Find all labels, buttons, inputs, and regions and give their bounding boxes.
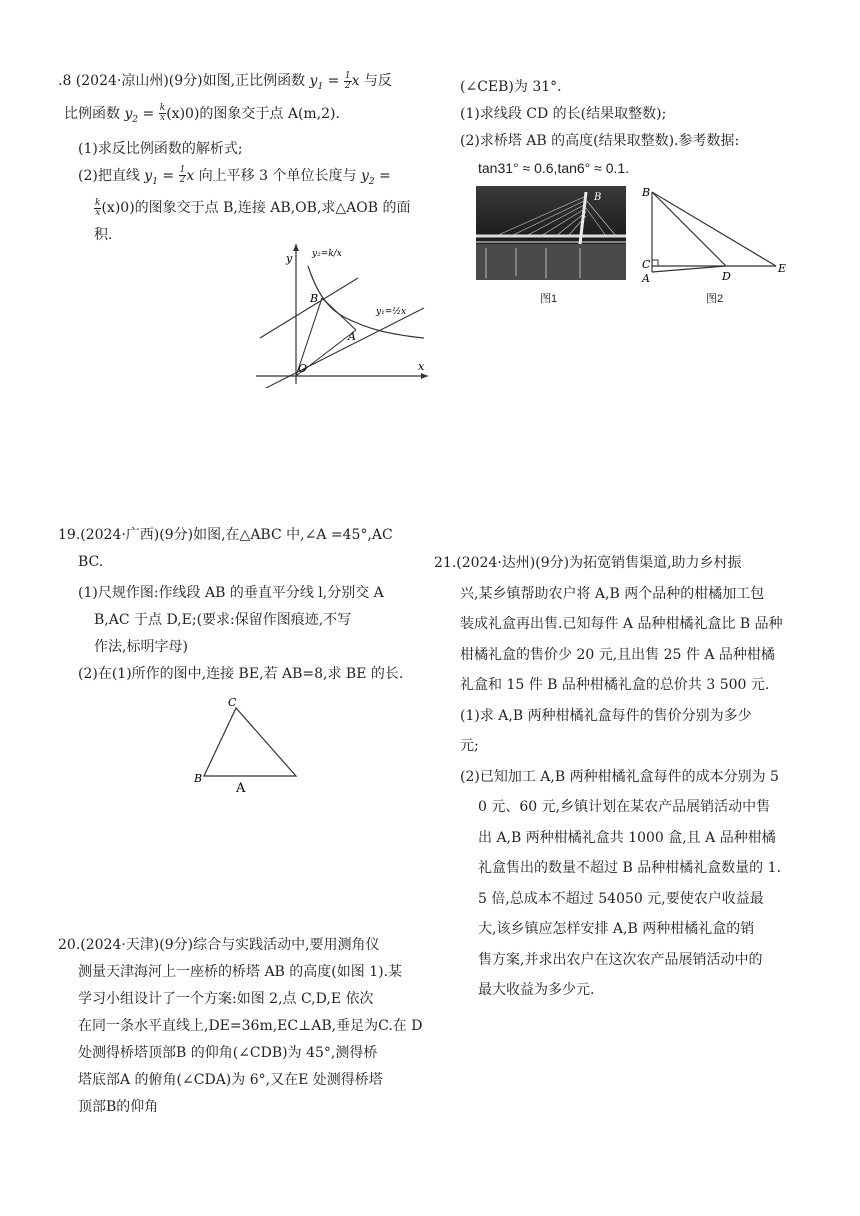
x-var: x (351, 73, 360, 89)
fraction-half: $\frac{1}{2}$ (344, 70, 351, 91)
x-label: x (418, 360, 425, 373)
question-20-continued (460, 74, 820, 182)
x-var: x (186, 167, 195, 184)
q18-line-2 (58, 101, 438, 134)
q21-line-5: 礼盒和 15 件 B 品种柑橘礼盒的总价共 3 500 元. (460, 677, 770, 693)
vertex-a-label: A (236, 781, 246, 796)
equals: = (374, 167, 391, 184)
q18-part-2 (58, 163, 438, 196)
q21-part-1-end: 元; (460, 738, 479, 754)
question-20 (58, 932, 448, 1121)
shifted-line (260, 278, 358, 338)
q21-line-4: 柑橘礼盒的售价少 20 元,且出售 25 件 A 品种柑橘 (460, 646, 775, 663)
q19-part-1-cont: B,AC 于点 D,E;(要求:保留作图痕迹,不写 (94, 612, 352, 628)
q18-part-1: (1)求反比例函数的解析式; (78, 140, 243, 157)
q21-part-2: (2)已知加工 A,B 两种柑橘礼盒每件的成本分别为 5 (460, 768, 779, 785)
q20-line-4: 在同一条水平直线上,DE=36m,EC⊥AB,垂足为C.在 D (78, 1018, 423, 1034)
origin-label: O (298, 362, 308, 375)
q19-line-1: 19.(2024·广西)(9分)如图,在△ABC 中,∠A =45°,AC (58, 527, 393, 543)
line-label: y₁=½x (376, 307, 407, 317)
q18-function-graph (246, 238, 432, 388)
equals: = (138, 105, 159, 122)
fraction-k-over-x: $\frac{k}{x}$ (159, 103, 166, 124)
q20-line-3: 学习小组设计了一个方案:如图 2,点 C,D,E 依次 (78, 991, 374, 1007)
q18-part-2-cont (58, 195, 438, 222)
q21-part-2-l4: 礼盒售出的数量不超过 B 品种柑橘礼盒数量的 1. (478, 860, 781, 876)
y1-symbol: $y_1$ (144, 167, 158, 187)
q19-part-1-end: 作法,标明字母) (94, 639, 188, 655)
hyperbola-curve (308, 266, 424, 338)
q18-text: 向上平移 3 个单位长度与 (198, 167, 357, 184)
triangle-abc (204, 708, 296, 776)
y2-symbol: $y_2$ (124, 105, 139, 125)
q21-line-1: 21.(2024·达州)(9分)为拓宽销售渠道,助力乡村振 (434, 555, 742, 571)
equals: = (157, 167, 179, 184)
y-axis-arrow (293, 244, 299, 251)
q18-text: (x)0)的图象交于点 B,连接 AB,OB,求△AOB 的面 (101, 200, 411, 217)
q20-line-2: 测量天津海河上一座桥的桥塔 AB 的高度(如图 1).某 (78, 964, 403, 980)
x-axis-arrow (421, 373, 428, 379)
point-b-label: B (642, 186, 651, 199)
q20-line-5: 处测得桥塔顶部B 的仰角(∠CDB)为 45°,测得桥 (78, 1045, 378, 1061)
q19-part-2: (2)在(1)所作的图中,连接 BE,若 AB=8,求 BE 的长. (78, 666, 404, 682)
y-label: y (286, 252, 293, 265)
question-18 (58, 68, 438, 249)
q18-text: .8 (2024·凉山州)(9分)如图,正比例函数 (58, 73, 306, 89)
right-angle-mark (652, 260, 658, 266)
fraction-half: $\frac{1}{2}$ (179, 165, 186, 186)
point-b-label: B (310, 292, 319, 305)
point-e-label: E (778, 262, 787, 275)
q19-line-2: BC. (78, 554, 104, 570)
vertex-b-label: B (194, 772, 203, 785)
q21-part-2-l7: 售方案,并求出农户在这次农产品展销活动中的 (478, 951, 763, 968)
q21-line-2: 兴,某乡镇帮助农户将 A,B 两个品种的柑橘加工包 (460, 585, 765, 602)
y1-symbol: $y_1$ (309, 73, 324, 92)
q18-text: (x)0)的图象交于点 A(m,2). (166, 105, 340, 122)
point-a-label: A (642, 272, 650, 284)
q20-line-6: 塔底部A 的俯角(∠CDA)为 6°,又在E 处测得桥塔 (78, 1072, 383, 1088)
q18-line-1 (58, 68, 438, 101)
segment-ab (322, 298, 356, 330)
q21-line-3: 装成礼盒再出售.已知每件 A 品种柑橘礼盒比 B 品种 (460, 616, 783, 632)
point-d-label: D (722, 270, 731, 283)
bridge-photo (476, 186, 626, 280)
question-21 (434, 548, 824, 1006)
q20-part-2: (2)求桥塔 AB 的高度(结果取整数).参考数据: (460, 133, 740, 149)
q18-text: (2)把直线 (78, 167, 140, 184)
line-be (652, 192, 776, 266)
tower-label-b: B (594, 192, 602, 203)
figure-1-caption: 图1 (540, 293, 558, 305)
q20-part-1: (1)求线段 CD 的长(结果取整数); (460, 106, 667, 122)
q21-part-2-l2: 0 元、60 元,乡镇计划在某农产品展销活动中售 (478, 799, 771, 815)
fraction-k-over-x: $\frac{k}{x}$ (95, 197, 101, 218)
point-c-label: C (642, 258, 651, 271)
figure-2-caption: 图2 (706, 293, 724, 305)
curve-label: y₂=k/x (312, 249, 342, 259)
q20-line-7: 顶部B的仰角 (78, 1099, 159, 1115)
q20-cont-line-1: (∠CEB)为 31°. (460, 79, 562, 95)
q18-text-end: 与反 (363, 73, 392, 89)
question-19 (58, 522, 438, 688)
q21-part-2-l5: 5 倍,总成本不超过 54050 元,要使农户收益最 (478, 890, 764, 907)
q20-reference-data: tan31° ≈ 0.6,tan6° ≈ 0.1. (478, 160, 630, 176)
point-a-label: A (348, 330, 356, 343)
q20-line-1: 20.(2024·天津)(9分)综合与实践活动中,要用测角仪 (58, 937, 380, 953)
q19-part-1: (1)尺规作图:作线段 AB 的垂直平分线 l,分别交 A (78, 585, 384, 601)
q21-part-2-l6: 大,该乡镇应怎样安排 A,B 两种柑橘礼盒的销 (478, 921, 755, 937)
vertex-c-label: C (228, 696, 237, 709)
y2-symbol: $y_2$ (360, 167, 375, 187)
q18-text: 比例函数 (64, 105, 120, 122)
equals: = (323, 73, 344, 89)
q19-triangle-figure (192, 694, 304, 796)
line-ad (652, 266, 726, 272)
q20-triangle-figure (640, 186, 790, 284)
q21-part-2-l3: 出 A,B 两种柑橘礼盒共 1000 盒,且 A 品种柑橘 (478, 829, 776, 846)
q21-part-1: (1)求 A,B 两种柑橘礼盒每件的售价分别为多少 (460, 707, 752, 724)
q18-part-2-end: 积. (94, 227, 113, 244)
q21-part-2-l8: 最大收益为多少元. (478, 982, 595, 998)
